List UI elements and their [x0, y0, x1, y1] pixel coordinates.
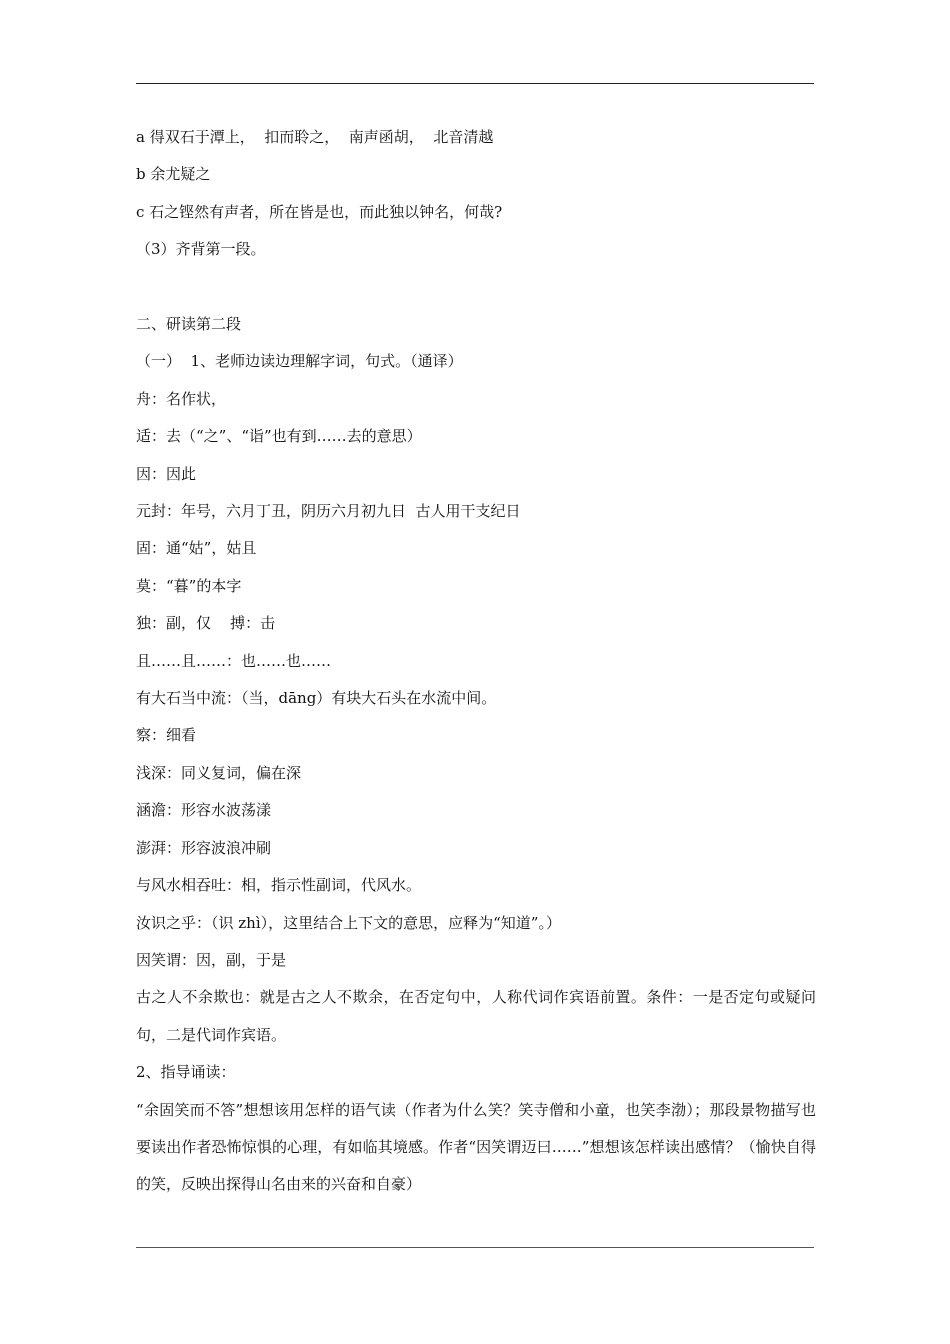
- text-line: （一） 1、老师边读边理解字词，句式。（通译）: [136, 352, 463, 371]
- text-line: 莫：“暮”的本字: [136, 576, 242, 595]
- text-line: 元封：年号，六月丁丑，阴历六月初九日 古人用干支纪日: [136, 502, 521, 521]
- spacer: [136, 269, 816, 306]
- paragraph: 古之人不余欺也：就是古之人不欺余，在否定句中，人称代词作宾语前置。条件：一是否定句或疑问句，二是代词作宾语。: [136, 988, 816, 1044]
- text-line: 且……且……：也……也……: [136, 651, 332, 670]
- text-line: 因：因此: [136, 464, 197, 483]
- page-body: [136, 119, 816, 1204]
- text-line: 澎湃：形容波浪冲刷: [136, 838, 272, 857]
- subsection-heading: 2、指导诵读：: [136, 1063, 236, 1082]
- text-line: 察：细看: [136, 726, 197, 745]
- text-line: （3）齐背第一段。: [136, 240, 266, 259]
- text-line: c 石之铿然有声者，所在皆是也，而此独以钟名，何哉?: [136, 202, 503, 221]
- text-line: 有大石当中流：（当，dāng）有块大石头在水流中间。: [136, 689, 497, 708]
- header-rule: [136, 83, 814, 84]
- paragraph: “余固笑而不答”想想该用怎样的语气读（作者为什么笑？笑寺僧和小童，也笑李渤）；那段景物描写也要读出作者恐怖惊惧的心理，有如临其境感。作者“因笑谓迈曰……”想想该怎样读出感情？（愉快自得的笑，反映出探得山名由来的兴奋和自豪）: [136, 1100, 816, 1194]
- footer-rule: [136, 1247, 814, 1248]
- text-line: 舟：名作状，: [136, 389, 227, 408]
- text-line: 因笑谓：因，副，于是: [136, 950, 287, 969]
- text-line: 适：去（“之”、“诣”也有到……去的意思）: [136, 427, 422, 446]
- text-line: 独：副，仅 搏：击: [136, 614, 276, 633]
- text-line: b 余尤疑之: [136, 165, 211, 184]
- text-line: 固：通“姑”，姑且: [136, 539, 257, 558]
- section-heading: 二、研读第二段: [136, 315, 242, 334]
- text-line: 与风水相吞吐：相，指示性副词，代风水。: [136, 876, 422, 895]
- text-line: 汝识之乎：（识 zhì），这里结合上下文的意思，应释为“知道”。）: [136, 913, 561, 932]
- text-line: a 得双石于潭上， 扣而聆之， 南声函胡， 北音清越: [136, 128, 494, 146]
- text-line: 浅深：同义复词，偏在深: [136, 763, 302, 782]
- text-line: 涵澹：形容水波荡漾: [136, 801, 272, 820]
